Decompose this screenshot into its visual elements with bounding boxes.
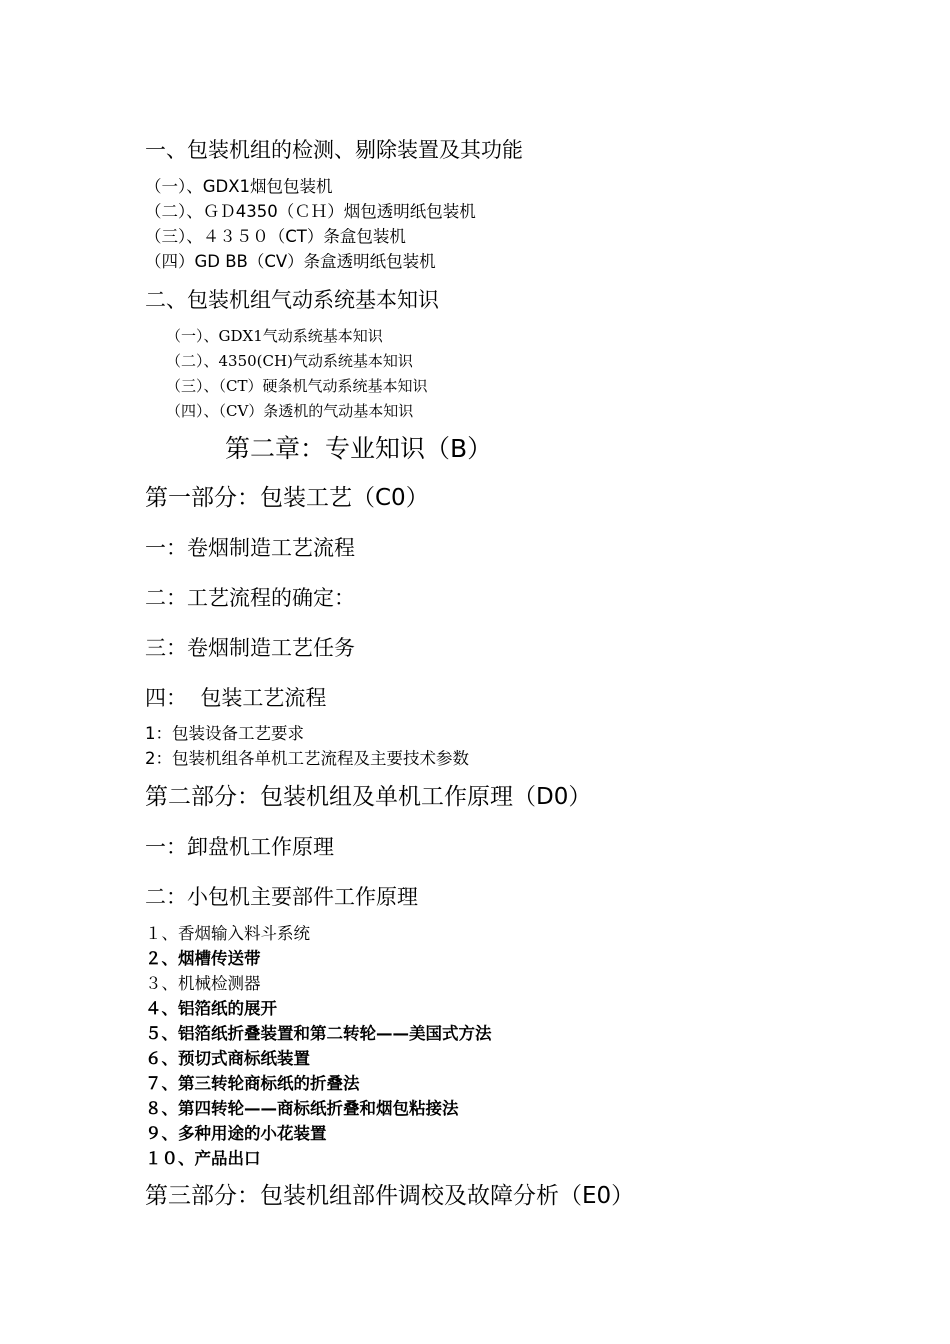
part1-item-1: 1：包装设备工艺要求 bbox=[145, 724, 304, 743]
part2-item-2: ２、烟槽传送带 bbox=[145, 949, 261, 968]
section1-item-4: （四）GD BB（CV）条盒透明纸包装机 bbox=[145, 252, 436, 271]
section1-item-3: （三）、４３５０（CT）条盒包装机 bbox=[145, 227, 406, 246]
part1-heading-4: 四： 包装工艺流程 bbox=[145, 686, 327, 710]
part2-item-5: ５、铝箔纸折叠装置和第二转轮——美国式方法 bbox=[145, 1024, 492, 1043]
chapter-title: 第二章：专业知识（B） bbox=[225, 434, 493, 463]
part1-heading-2: 二：工艺流程的确定： bbox=[145, 586, 355, 610]
section2-item-4: （四）、（CV）条透机的气动基本知识 bbox=[166, 402, 414, 420]
section2-item-1: （一）、GDX1气动系统基本知识 bbox=[166, 327, 383, 345]
section1-title: 一、包装机组的检测、剔除装置及其功能 bbox=[145, 138, 523, 162]
part2-item-7: ７、第三转轮商标纸的折叠法 bbox=[145, 1074, 360, 1093]
part2-title: 第二部分：包装机组及单机工作原理（D0） bbox=[145, 784, 592, 810]
part2-item-10: １０、产品出口 bbox=[145, 1149, 261, 1168]
section2-title: 二、包装机组气动系统基本知识 bbox=[145, 288, 439, 312]
section1-item-1: （一）、GDX1烟包包装机 bbox=[145, 177, 333, 196]
part2-item-4: ４、铝箔纸的展开 bbox=[145, 999, 277, 1018]
section2-item-3: （三）、（CT）硬条机气动系统基本知识 bbox=[166, 377, 428, 395]
section1-item-2: （二）、ＧＤ4350（ＣＨ）烟包透明纸包装机 bbox=[145, 202, 476, 221]
part2-heading-1: 一：卸盘机工作原理 bbox=[145, 835, 334, 859]
section2-item-2: （二）、4350(CH)气动系统基本知识 bbox=[166, 352, 413, 370]
part2-item-6: ６、预切式商标纸装置 bbox=[145, 1049, 310, 1068]
part2-item-3: ３、机械检测器 bbox=[145, 974, 261, 993]
part1-heading-1: 一：卷烟制造工艺流程 bbox=[145, 536, 355, 560]
part3-title: 第三部分：包装机组部件调校及故障分析（E0） bbox=[145, 1183, 635, 1209]
part2-heading-2: 二：小包机主要部件工作原理 bbox=[145, 885, 418, 909]
part2-item-1: １、香烟输入料斗系统 bbox=[145, 924, 310, 943]
part2-item-9: ９、多种用途的小花装置 bbox=[145, 1124, 327, 1143]
part1-title: 第一部分：包装工艺（C0） bbox=[145, 485, 429, 511]
part1-item-2: 2：包装机组各单机工艺流程及主要技术参数 bbox=[145, 749, 469, 768]
part2-item-8: ８、第四转轮——商标纸折叠和烟包粘接法 bbox=[145, 1099, 459, 1118]
part1-heading-3: 三：卷烟制造工艺任务 bbox=[145, 636, 355, 660]
